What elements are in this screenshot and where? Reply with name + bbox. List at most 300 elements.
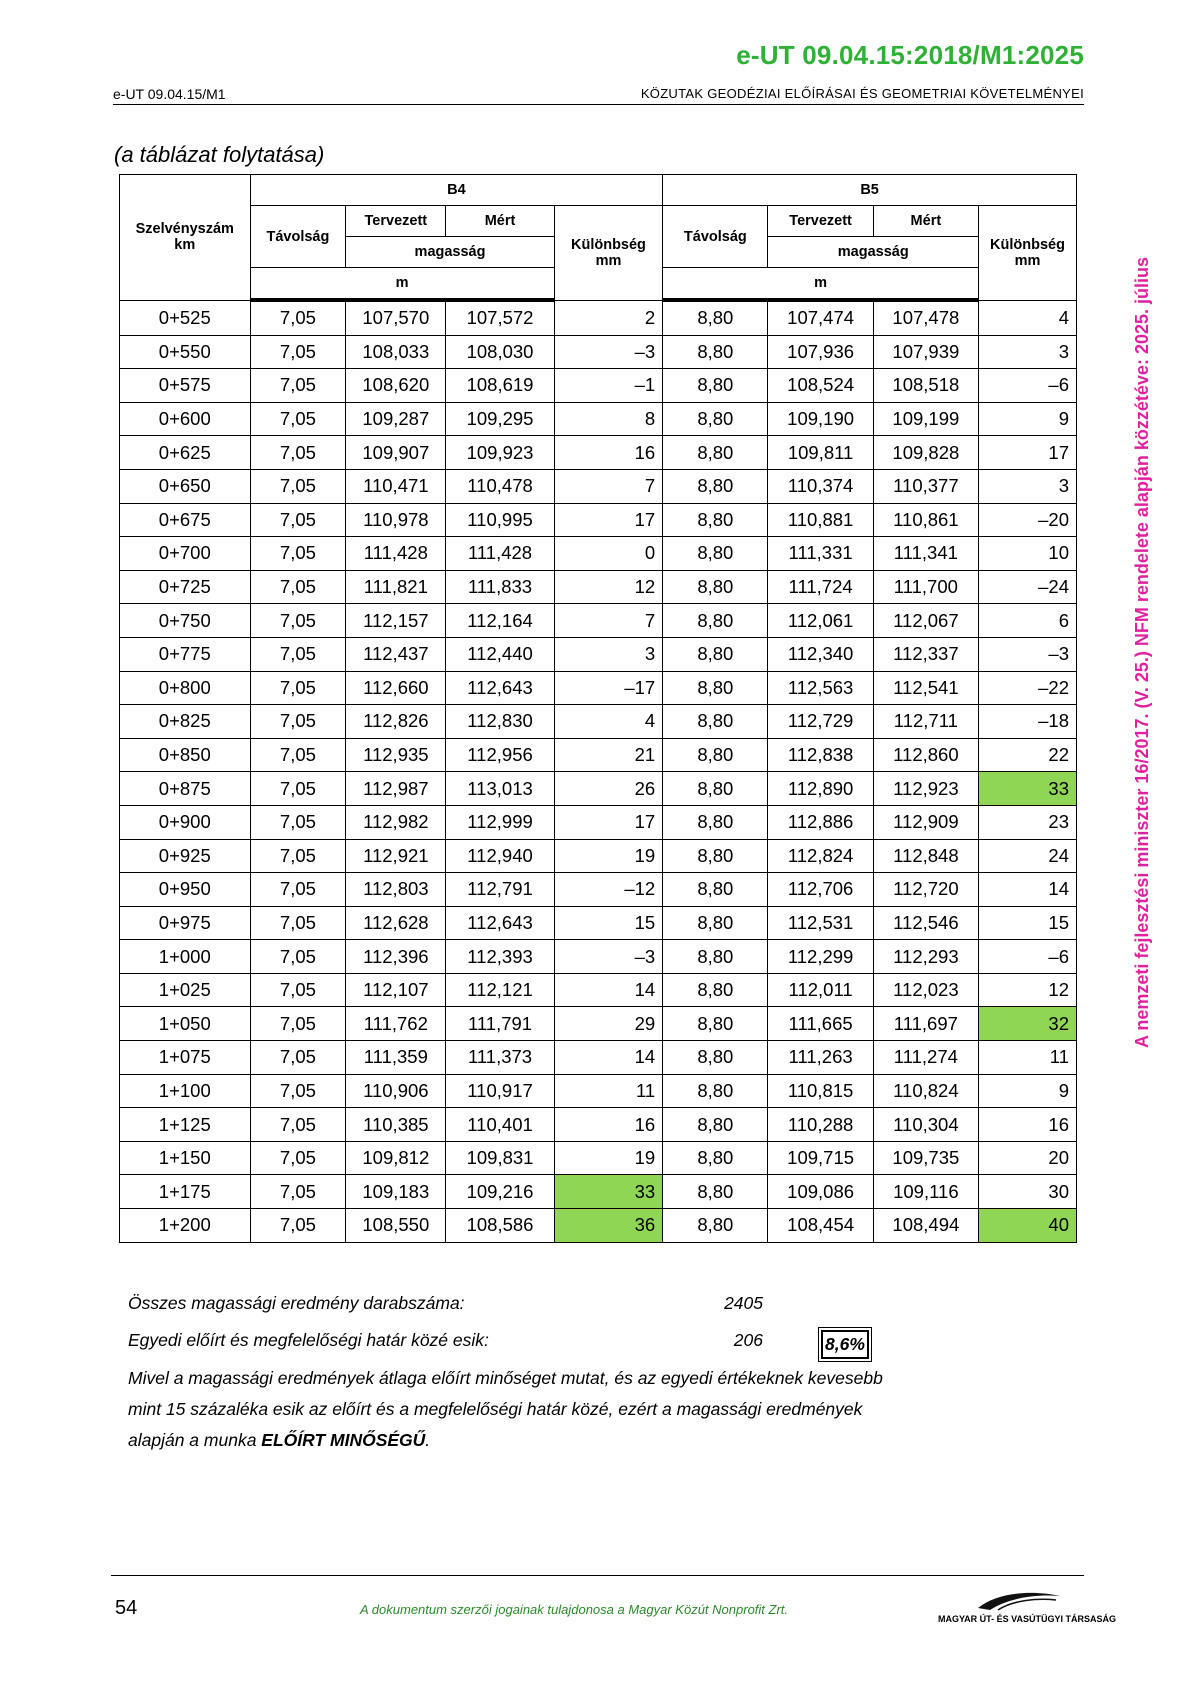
table-cell: 17: [554, 805, 662, 839]
table-cell: 7,05: [250, 604, 346, 638]
table-row: [120, 973, 1077, 1007]
table-cell: 1+025: [120, 973, 251, 1007]
table-cell: 1+100: [120, 1074, 251, 1108]
table-cell: 0+675: [120, 503, 251, 537]
table-cell: 7,05: [250, 1175, 346, 1209]
table-row: [120, 570, 1077, 604]
table-cell: 112,987: [346, 772, 446, 806]
table-cell: 112,437: [346, 637, 446, 671]
table-cell: 112,067: [873, 604, 978, 638]
table-cell: 111,762: [346, 1007, 446, 1041]
table-cell: 112,107: [346, 973, 446, 1007]
table-cell: 8,80: [663, 1074, 768, 1108]
table-cell: 7,05: [250, 436, 346, 470]
table-cell: 112,711: [873, 705, 978, 739]
table-cell: 3: [554, 637, 662, 671]
table-cell: 111,331: [768, 537, 873, 571]
table-cell: 112,921: [346, 839, 446, 873]
table-cell: 8,80: [663, 1175, 768, 1209]
table-cell: 30: [979, 1175, 1077, 1209]
table-cell: 33: [979, 772, 1077, 806]
table-cell: 112,563: [768, 671, 873, 705]
table-cell: 17: [979, 436, 1077, 470]
col-header-b5-magassag: magasság: [768, 237, 979, 268]
table-row: [120, 839, 1077, 873]
table-cell: 4: [979, 300, 1077, 335]
table-cell: 112,660: [346, 671, 446, 705]
table-cell: 111,274: [873, 1041, 978, 1075]
table-cell: 8,80: [663, 503, 768, 537]
table-cell: 112,982: [346, 805, 446, 839]
table-cell: 1+050: [120, 1007, 251, 1041]
table-cell: –6: [979, 369, 1077, 403]
table-cell: 21: [554, 738, 662, 772]
table-cell: 109,086: [768, 1175, 873, 1209]
table-cell: 0+625: [120, 436, 251, 470]
table-cell: –3: [554, 940, 662, 974]
table-cell: 8,80: [663, 436, 768, 470]
table-cell: 107,939: [873, 335, 978, 369]
table-cell: 8,80: [663, 369, 768, 403]
summary-between-value: 206: [733, 1330, 763, 1350]
table-row: [120, 503, 1077, 537]
table-row: [120, 604, 1077, 638]
table-cell: 112,826: [346, 705, 446, 739]
table-cell: 7,05: [250, 300, 346, 335]
table-cell: 112,791: [446, 873, 554, 907]
szelveny-unit: km: [174, 237, 196, 254]
table-cell: 107,474: [768, 300, 873, 335]
table-cell: 0+575: [120, 369, 251, 403]
table-cell: 8,80: [663, 705, 768, 739]
kulonbseg-label: Különbség: [990, 236, 1065, 253]
table-cell: –6: [979, 940, 1077, 974]
table-cell: 8,80: [663, 637, 768, 671]
table-cell: 7,05: [250, 503, 346, 537]
table-cell: 112,340: [768, 637, 873, 671]
table-row: [120, 1209, 1077, 1243]
table-cell: 112,860: [873, 738, 978, 772]
table-cell: 109,828: [873, 436, 978, 470]
table-cell: 14: [554, 1041, 662, 1075]
table-cell: 109,190: [768, 402, 873, 436]
table-cell: 22: [979, 738, 1077, 772]
table-cell: 8,80: [663, 1108, 768, 1142]
table-row: [120, 469, 1077, 503]
logo-text: MAGYAR ÚT- ÉS VASÚTÜGYI TÁRSASÁG: [938, 1614, 1117, 1624]
table-cell: 8,80: [663, 839, 768, 873]
table-cell: 112,643: [446, 671, 554, 705]
table-row: [120, 537, 1077, 571]
table-cell: 16: [979, 1108, 1077, 1142]
table-cell: 112,299: [768, 940, 873, 974]
table-cell: –3: [554, 335, 662, 369]
table-row: [120, 300, 1077, 335]
page-number: 54: [115, 1597, 138, 1619]
szelveny-label: Szelvényszám: [135, 221, 234, 238]
table-cell: 107,572: [446, 300, 554, 335]
swoosh-logo-icon: [938, 1590, 1088, 1612]
summary-total-value: 2405: [724, 1293, 763, 1313]
table-row: [120, 402, 1077, 436]
table-cell: 1+075: [120, 1041, 251, 1075]
table-cell: 8,80: [663, 537, 768, 571]
table-cell: 108,619: [446, 369, 554, 403]
conclusion-pre: Mivel a magassági eredmények átlaga előírt minőséget mutat, és az egyedi értékeknek kevesebb mint 15 százaléka esik az előírt és a megfelelőségi határ közé, ezért a magassági eredmények alapján a munka: [128, 1368, 883, 1450]
table-body: [120, 300, 1077, 1242]
table-cell: 8,80: [663, 772, 768, 806]
kulonbseg-label: Különbség: [571, 236, 646, 253]
table-cell: 110,861: [873, 503, 978, 537]
table-cell: 112,546: [873, 906, 978, 940]
table-cell: 109,199: [873, 402, 978, 436]
table-cell: 112,940: [446, 839, 554, 873]
table-cell: 33: [554, 1175, 662, 1209]
table-cell: 0+550: [120, 335, 251, 369]
table-caption: (a táblázat folytatása): [114, 142, 325, 167]
table-cell: 7,05: [250, 537, 346, 571]
table-cell: 110,401: [446, 1108, 554, 1142]
table-row: [120, 738, 1077, 772]
table-cell: 11: [979, 1041, 1077, 1075]
col-header-b5-kulonbseg: [979, 206, 1077, 301]
table-cell: 109,295: [446, 402, 554, 436]
kulonbseg-unit: mm: [595, 252, 622, 269]
table-cell: 111,697: [873, 1007, 978, 1041]
table-cell: 113,013: [446, 772, 554, 806]
table-cell: 110,881: [768, 503, 873, 537]
table-cell: 108,454: [768, 1209, 873, 1243]
table-cell: 0+650: [120, 469, 251, 503]
table-row: [120, 637, 1077, 671]
table-cell: 7,05: [250, 1209, 346, 1243]
table-cell: 112,838: [768, 738, 873, 772]
table-cell: 108,550: [346, 1209, 446, 1243]
table-cell: 17: [554, 503, 662, 537]
table-cell: 112,396: [346, 940, 446, 974]
table-cell: 16: [554, 436, 662, 470]
table-cell: 110,304: [873, 1108, 978, 1142]
col-header-b5-tavolsag: Távolság: [663, 206, 768, 268]
table-cell: 14: [554, 973, 662, 1007]
table-cell: 7,05: [250, 369, 346, 403]
table-row: [120, 1141, 1077, 1175]
table-cell: 8,80: [663, 1007, 768, 1041]
table-cell: 0+725: [120, 570, 251, 604]
table-cell: 112,999: [446, 805, 554, 839]
table-cell: 32: [979, 1007, 1077, 1041]
table-cell: 111,833: [446, 570, 554, 604]
table-cell: –17: [554, 671, 662, 705]
table-cell: 110,917: [446, 1074, 554, 1108]
table-cell: 2: [554, 300, 662, 335]
table-row: [120, 436, 1077, 470]
header-right: KÖZUTAK GEODÉZIAI ELŐÍRÁSAI ÉS GEOMETRIAI KÖVETELMÉNYEI: [640, 86, 1084, 101]
table-cell: 112,157: [346, 604, 446, 638]
table-row: [120, 1175, 1077, 1209]
table-cell: 7,05: [250, 637, 346, 671]
table-cell: 108,033: [346, 335, 446, 369]
table-cell: 0+600: [120, 402, 251, 436]
table-cell: 7,05: [250, 469, 346, 503]
table-cell: 111,373: [446, 1041, 554, 1075]
group-header-b5: B5: [663, 175, 1077, 206]
unit-header-b4-m: m: [250, 268, 554, 301]
table-cell: 7,05: [250, 772, 346, 806]
table-cell: 0+975: [120, 906, 251, 940]
table-row: [120, 705, 1077, 739]
table-cell: 7,05: [250, 839, 346, 873]
table-cell: 7,05: [250, 1041, 346, 1075]
table-cell: 7,05: [250, 402, 346, 436]
table-cell: 112,643: [446, 906, 554, 940]
table-cell: 110,377: [873, 469, 978, 503]
table-cell: 12: [979, 973, 1077, 1007]
table-cell: –18: [979, 705, 1077, 739]
table-cell: –20: [979, 503, 1077, 537]
table-cell: 12: [554, 570, 662, 604]
col-header-b4-mert: Mért: [446, 206, 554, 237]
footer-copyright-note: A dokumentum szerzői jogainak tulajdonosa a Magyar Közút Nonprofit Zrt.: [360, 1602, 789, 1617]
table-row: [120, 335, 1077, 369]
table-cell: 109,715: [768, 1141, 873, 1175]
table-cell: 8,80: [663, 906, 768, 940]
table-cell: 7,05: [250, 335, 346, 369]
table-cell: 29: [554, 1007, 662, 1041]
table-row: [120, 772, 1077, 806]
table-cell: 8,80: [663, 973, 768, 1007]
table-cell: 15: [554, 906, 662, 940]
table-cell: 109,735: [873, 1141, 978, 1175]
table-cell: 0+900: [120, 805, 251, 839]
table-cell: 0+875: [120, 772, 251, 806]
col-header-b4-tervezett: Tervezett: [346, 206, 446, 237]
table-cell: –24: [979, 570, 1077, 604]
table-row: [120, 906, 1077, 940]
table-cell: 8,80: [663, 940, 768, 974]
table-cell: 3: [979, 469, 1077, 503]
table-cell: 112,909: [873, 805, 978, 839]
col-header-b4-kulonbseg: [554, 206, 662, 301]
table-cell: 109,287: [346, 402, 446, 436]
table-cell: 112,531: [768, 906, 873, 940]
table-cell: 111,263: [768, 1041, 873, 1075]
col-header-b4-magassag: magasság: [346, 237, 554, 268]
kulonbseg-unit: mm: [1014, 252, 1041, 269]
table-cell: 111,428: [346, 537, 446, 571]
conclusion-text: [128, 1363, 888, 1456]
summary-total-label: Összes magassági eredmény darabszáma:: [128, 1293, 465, 1313]
table-cell: 112,628: [346, 906, 446, 940]
table-cell: 6: [979, 604, 1077, 638]
table-cell: 8,80: [663, 873, 768, 907]
table-row: [120, 1007, 1077, 1041]
table-cell: 9: [979, 402, 1077, 436]
table-row: [120, 671, 1077, 705]
table-cell: 7,05: [250, 738, 346, 772]
table-cell: 8,80: [663, 604, 768, 638]
table-cell: 109,907: [346, 436, 446, 470]
table-cell: 0+525: [120, 300, 251, 335]
side-publication-note: A nemzeti fejlesztési miniszter 16/2017. (V. 25.) NFM rendelete alapján közzétéve: 2025. július: [1132, 257, 1152, 1048]
table-cell: 112,337: [873, 637, 978, 671]
table-cell: 7,05: [250, 671, 346, 705]
col-header-szelveny: [120, 175, 251, 301]
conclusion-verdict: ELŐÍRT MINŐSÉGŰ: [261, 1430, 426, 1450]
table-cell: 109,831: [446, 1141, 554, 1175]
table-row: [120, 1108, 1077, 1142]
table-cell: 107,570: [346, 300, 446, 335]
table-cell: –1: [554, 369, 662, 403]
table-cell: 112,720: [873, 873, 978, 907]
table-row: [120, 369, 1077, 403]
table-cell: 7,05: [250, 940, 346, 974]
table-cell: 111,700: [873, 570, 978, 604]
table-cell: 109,812: [346, 1141, 446, 1175]
table-cell: 8,80: [663, 300, 768, 335]
table-cell: 108,518: [873, 369, 978, 403]
table-cell: 7,05: [250, 805, 346, 839]
table-cell: 111,791: [446, 1007, 554, 1041]
table-cell: 7: [554, 469, 662, 503]
table-cell: 110,374: [768, 469, 873, 503]
table-cell: 7,05: [250, 1108, 346, 1142]
table-cell: 7,05: [250, 1074, 346, 1108]
document-code: e-UT 09.04.15:2018/M1:2025: [736, 40, 1084, 70]
table-cell: 7,05: [250, 906, 346, 940]
table-cell: 16: [554, 1108, 662, 1142]
table-cell: 19: [554, 1141, 662, 1175]
footer-rule: [111, 1575, 1084, 1576]
table-cell: 8,80: [663, 335, 768, 369]
table-cell: 1+150: [120, 1141, 251, 1175]
table-cell: 0+700: [120, 537, 251, 571]
col-header-b5-tervezett: Tervezett: [768, 206, 873, 237]
table-row: [120, 1074, 1077, 1108]
table-cell: 112,023: [873, 973, 978, 1007]
table-cell: 112,923: [873, 772, 978, 806]
table-cell: 108,586: [446, 1209, 554, 1243]
table-cell: 0+925: [120, 839, 251, 873]
height-measurement-table: [119, 174, 1077, 1243]
table-row: [120, 1041, 1077, 1075]
table-cell: 112,935: [346, 738, 446, 772]
table-cell: 111,724: [768, 570, 873, 604]
table-cell: 112,541: [873, 671, 978, 705]
table-cell: 110,978: [346, 503, 446, 537]
table-cell: 110,906: [346, 1074, 446, 1108]
table-cell: 9: [979, 1074, 1077, 1108]
table-cell: 7,05: [250, 1007, 346, 1041]
table-cell: 111,665: [768, 1007, 873, 1041]
table-cell: 40: [979, 1209, 1077, 1243]
table-cell: 7,05: [250, 705, 346, 739]
table-cell: 1+175: [120, 1175, 251, 1209]
header-left: e-UT 09.04.15/M1: [113, 86, 226, 102]
table-cell: 7,05: [250, 973, 346, 1007]
table-cell: 7,05: [250, 570, 346, 604]
header-rule: [113, 104, 1084, 105]
table-cell: 111,341: [873, 537, 978, 571]
table-cell: 0: [554, 537, 662, 571]
table-cell: 8,80: [663, 671, 768, 705]
table-cell: 112,803: [346, 873, 446, 907]
table-cell: 4: [554, 705, 662, 739]
table-cell: 112,121: [446, 973, 554, 1007]
table-cell: 3: [979, 335, 1077, 369]
table-cell: 0+950: [120, 873, 251, 907]
table-cell: 8: [554, 402, 662, 436]
table-cell: 0+850: [120, 738, 251, 772]
table-cell: 107,936: [768, 335, 873, 369]
table-cell: 0+775: [120, 637, 251, 671]
table-cell: 8,80: [663, 1141, 768, 1175]
table-cell: 7,05: [250, 1141, 346, 1175]
col-header-b4-tavolsag: Távolság: [250, 206, 346, 268]
table-cell: 8,80: [663, 805, 768, 839]
unit-header-b5-m: m: [663, 268, 979, 301]
table-cell: 0+750: [120, 604, 251, 638]
table-cell: 8,80: [663, 402, 768, 436]
table-cell: 24: [979, 839, 1077, 873]
table-cell: 112,011: [768, 973, 873, 1007]
table-cell: 112,956: [446, 738, 554, 772]
table-cell: 11: [554, 1074, 662, 1108]
table-cell: 111,821: [346, 570, 446, 604]
table-cell: 110,471: [346, 469, 446, 503]
table-row: [120, 873, 1077, 907]
table-cell: 23: [979, 805, 1077, 839]
table-cell: 14: [979, 873, 1077, 907]
society-logo: [938, 1590, 1117, 1624]
table-cell: 108,030: [446, 335, 554, 369]
table-cell: 0+825: [120, 705, 251, 739]
table-cell: 112,061: [768, 604, 873, 638]
table-cell: 112,830: [446, 705, 554, 739]
table-cell: 111,428: [446, 537, 554, 571]
table-cell: 110,385: [346, 1108, 446, 1142]
conclusion-end: .: [425, 1430, 431, 1450]
table-cell: 8,80: [663, 1041, 768, 1075]
table-cell: 110,824: [873, 1074, 978, 1108]
table-cell: 1+000: [120, 940, 251, 974]
table-cell: 26: [554, 772, 662, 806]
table-cell: 1+125: [120, 1108, 251, 1142]
table-cell: 110,288: [768, 1108, 873, 1142]
table-cell: 109,116: [873, 1175, 978, 1209]
col-header-b5-mert: Mért: [873, 206, 978, 237]
table-cell: 8,80: [663, 570, 768, 604]
table-row: [120, 805, 1077, 839]
table-cell: 36: [554, 1209, 662, 1243]
table-cell: 108,494: [873, 1209, 978, 1243]
table-cell: 110,815: [768, 1074, 873, 1108]
table-cell: 0+800: [120, 671, 251, 705]
group-header-b4: B4: [250, 175, 663, 206]
summary-between-percent: 8,6%: [821, 1330, 869, 1359]
table-cell: 110,995: [446, 503, 554, 537]
table-cell: 112,393: [446, 940, 554, 974]
table-cell: 19: [554, 839, 662, 873]
table-cell: –22: [979, 671, 1077, 705]
table-cell: 112,886: [768, 805, 873, 839]
table-cell: –3: [979, 637, 1077, 671]
table-cell: 109,811: [768, 436, 873, 470]
table-cell: 7: [554, 604, 662, 638]
table-cell: 111,359: [346, 1041, 446, 1075]
table-cell: 112,824: [768, 839, 873, 873]
table-cell: –12: [554, 873, 662, 907]
